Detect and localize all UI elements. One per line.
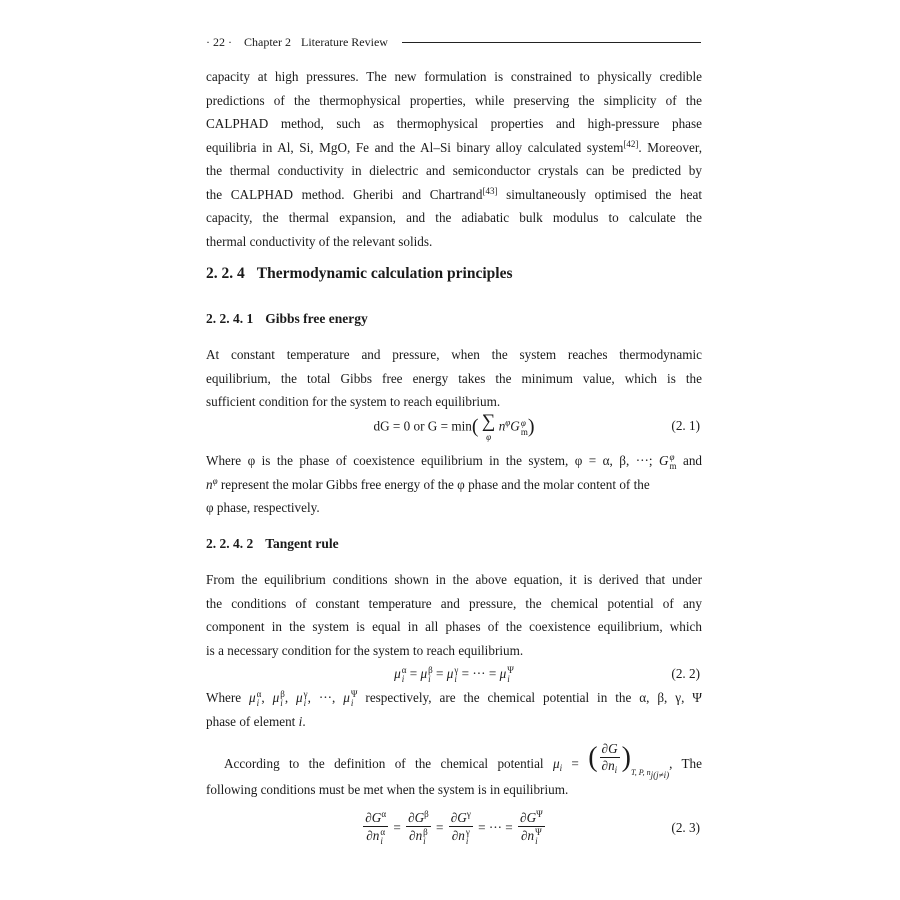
header-rule — [402, 42, 701, 43]
text-line: capacity, the thermal expansion, and the adiabatic bulk modulus to calculate the — [206, 210, 702, 225]
equation-number: (2. 3) — [671, 820, 700, 835]
intro-paragraph — [206, 65, 702, 253]
citation-42: [42] — [623, 138, 639, 149]
text-run: simultaneously optimised the heat — [497, 186, 702, 202]
equation-number: (2. 2) — [671, 666, 700, 681]
citation-43: [43] — [482, 185, 498, 196]
text-run: the CALPHAD method. Gheribi and Chartrand — [206, 186, 483, 202]
text-run: Where — [206, 690, 250, 705]
text-line — [206, 710, 702, 734]
chapter-label: Chapter 2 — [244, 34, 291, 49]
text-line: sufficient condition for the system to reach equilibrium. — [206, 394, 501, 409]
text-line: the conditions of constant temperature and pressure, the chemical potential of any — [206, 595, 702, 611]
section-heading — [206, 265, 513, 283]
subsection-title: Tangent rule — [265, 536, 339, 551]
text-line: is a necessary condition for the system to reach equilibrium. — [206, 642, 524, 658]
text-line: Where φ is the phase of coexistence equilibrium in the system, φ = α, β, ···; G φ m and — [206, 451, 703, 471]
text-line: equilibrium, the total Gibbs free energy takes the minimum value, which is the — [206, 370, 702, 386]
text-run: According to the definition of the chemical potential — [224, 756, 553, 772]
text-line: predictions of the thermophysical properties, while preserving the simplicity of the — [206, 92, 702, 108]
page-number: · 22 · — [206, 34, 232, 49]
text-line: capacity at high pressures. The new formulation is constrained to physically credible — [206, 69, 702, 84]
section-number: 2. 2. 4 — [206, 265, 245, 282]
subsection-number: 2. 2. 4. 1 — [206, 311, 254, 326]
text-line: the thermal conductivity in dielectric and semiconductor crystals can be predicted by — [206, 163, 702, 178]
text-line: thermal conductivity of the relevant solids. — [206, 233, 433, 249]
section-title: Thermodynamic calculation principles — [256, 265, 513, 282]
text-line — [206, 136, 702, 160]
gibbs-paragraph — [206, 343, 702, 414]
text-line: component in the system is equal in all phases of the coexistence equilibrium, which — [206, 619, 702, 634]
equation-body: dG = 0 or G = min( ∑ φ $n^\varphi G$ φ m ) — [373, 411, 535, 442]
equation-lhs: dG = 0 or G = min — [373, 418, 472, 434]
subsection-heading — [206, 536, 339, 552]
equation-2-3 — [206, 808, 702, 848]
text-line: According to the definition of the chemical potential $\mu_i$ = ( $\frac{\partial G}{\partial n_i}$ )$_{T, P, n_{j(j\ne i)}}$, The — [224, 741, 703, 780]
text-run: represent the molar Gibbs free energy of the φ phase and the molar content of the — [217, 476, 650, 492]
subsection-number: 2. 2. 4. 2 — [206, 536, 254, 551]
equation-body: μ α i = μ β i = μ γ i = ··· = μ Ψ i — [394, 664, 514, 684]
text-run: and — [676, 453, 703, 468]
mu-definition-paragraph — [206, 686, 702, 733]
equation-body: $\partial G^\alpha$ ∂n α i = $\partial G^\beta$ ∂n β i = $\partial G^\gamma$ ∂n γ i = ··· = $\partial G^\Psi$ ∂n Ψ i — [365, 809, 543, 847]
text-run: respectively, are the chemical potential in the α, β, γ, Ψ — [357, 690, 703, 705]
text-line: φ phase, respectively. — [206, 500, 320, 515]
text-line: Where μ α i , μ β i , μ γ i , ···, μ Ψ i respectively, are the chemical potential in the α, β, γ, Ψ — [206, 688, 703, 708]
equation-2-2 — [206, 660, 702, 688]
text-run: equilibria in Al, Si, MgO, Fe and the Al–Si binary alloy calculated system — [206, 139, 624, 155]
equation-number: (2. 1) — [671, 418, 700, 433]
running-header — [206, 33, 701, 51]
phi-definition-paragraph — [206, 449, 702, 520]
chemical-potential-definition — [206, 737, 703, 780]
text-run: phase of element — [206, 713, 299, 729]
text-run: i — [298, 713, 303, 729]
text-line: At constant temperature and pressure, when the system reaches thermodynamic — [206, 347, 702, 362]
tangent-rule-paragraph — [206, 568, 702, 662]
text-run: . Moreover, — [638, 139, 703, 155]
text-line: $n^\varphi$ represent the molar Gibbs free energy of the φ phase and the molar content of the — [206, 475, 650, 492]
subsection-heading — [206, 311, 368, 327]
text-line — [206, 183, 702, 207]
equilibrium-condition-paragraph — [206, 778, 702, 802]
text-line: following conditions must be met when the system is in equilibrium. — [206, 782, 569, 797]
text-run: Where φ is the phase of coexistence equilibrium in the system, φ = α, β, ···; — [206, 453, 659, 468]
text-line: From the equilibrium conditions shown in the above equation, it is derived that under — [206, 572, 702, 587]
text-line: CALPHAD method, such as thermophysical properties and high-pressure phase — [206, 116, 702, 131]
chapter-title: Literature Review — [301, 34, 388, 49]
text-run: . — [302, 713, 306, 729]
text-run: , The — [669, 756, 703, 772]
equation-2-1 — [206, 412, 702, 440]
summation-symbol: ∑ φ — [481, 411, 496, 442]
subsection-title: Gibbs free energy — [265, 311, 368, 326]
